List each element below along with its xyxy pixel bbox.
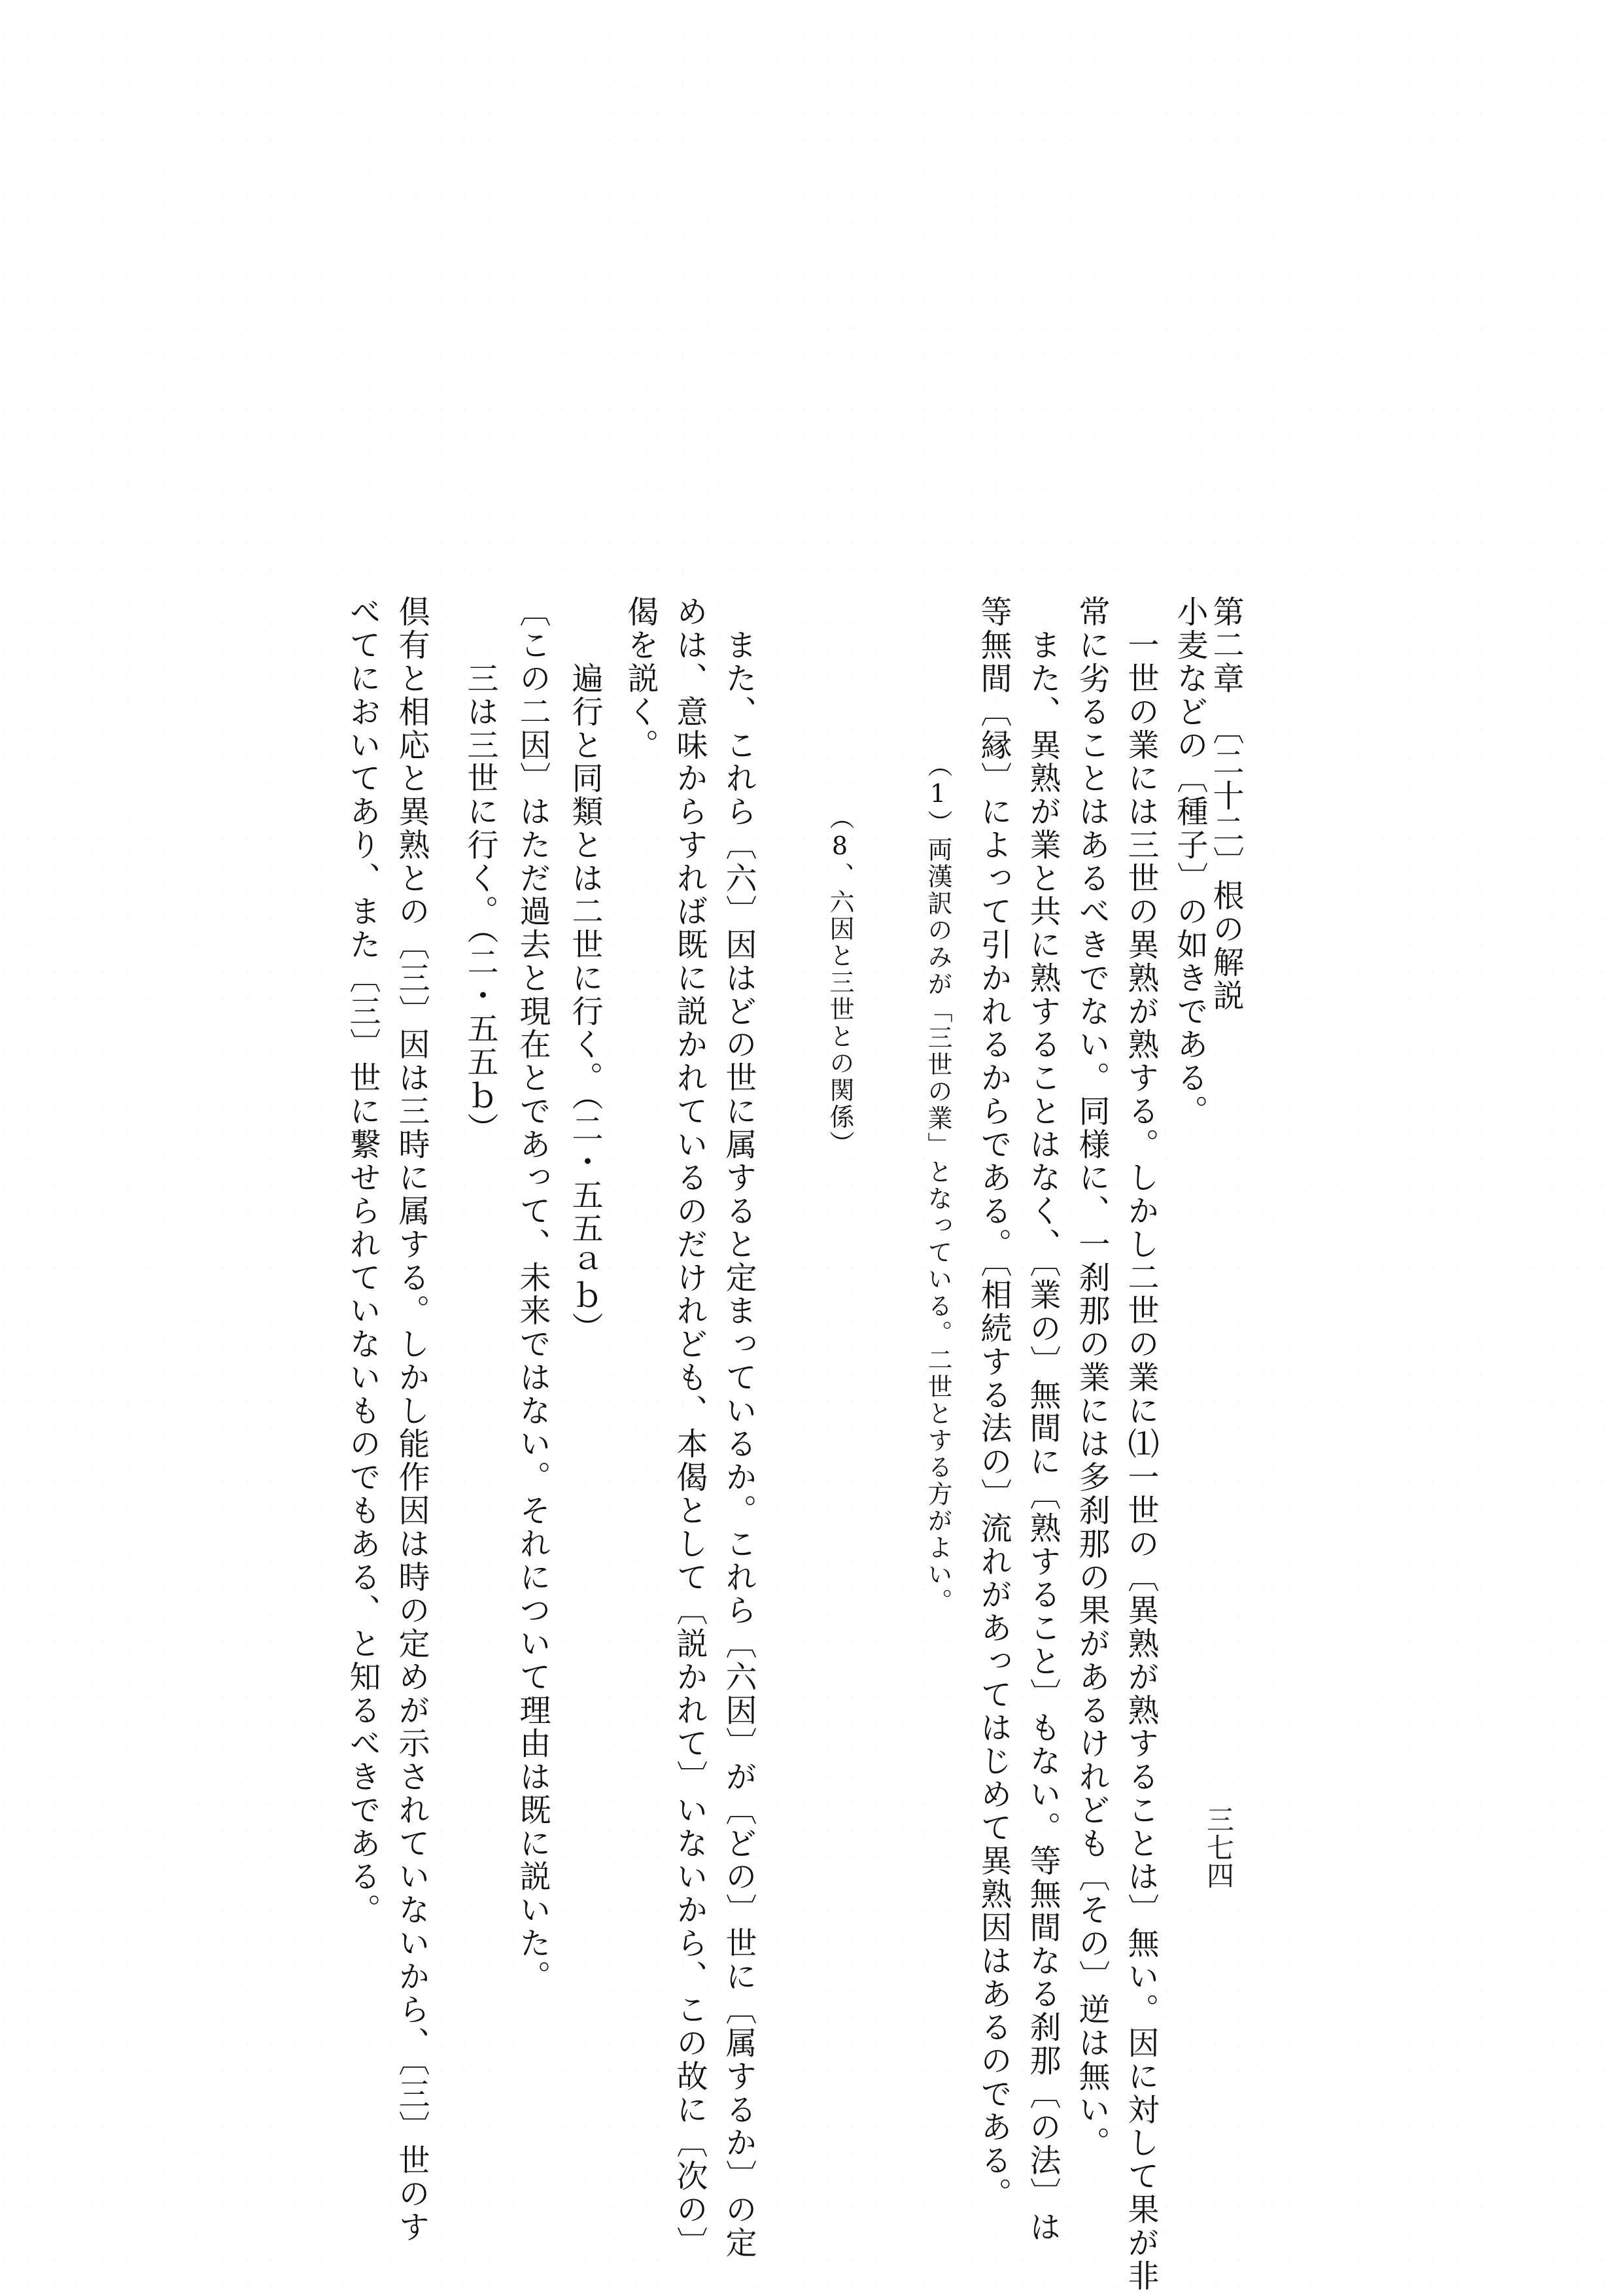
section-heading: （8、六因と三世との関係） [825, 805, 854, 1158]
text-column-9: 〔この二因〕はただ過去と現在とであって、未来ではない。それについて理由は既に説いた。 [514, 595, 551, 1993]
text-column-7: めは、意味からすれば既に説かれているのだけれども、本偈として〔説かれて〕いないから、この故に〔次の〕 [671, 595, 708, 2259]
text-column-10: 倶有と相応と異熟との〔三〕因は三時に属する。しかし能作因は時の定めが示されていないから、〔三〕世のす [393, 595, 430, 2244]
text-column-11: べてにおいてあり、また〔三〕世に繋せられていないものでもある、と知るべきである。 [344, 595, 381, 1927]
footnote-1: （1）両漢訳のみが「三世の業」となっている。二世とする方がよい。 [924, 752, 952, 1616]
page-number: 三七四 [1203, 1805, 1235, 1890]
verse-line-1: 遍行と同類とは二世に行く。（二・五五ａｂ） [566, 595, 603, 1346]
text-column-6: また、これら〔六〕因はどの世に属すると定まっているか。これら〔六因〕が〔どの〕世に〔属するか〕の定 [720, 595, 757, 2259]
text-column-8: 偈を説く。 [622, 595, 659, 762]
running-header: 第二章 〔二十二〕根の解説 [1207, 595, 1244, 1013]
text-column-5: 等無間〔縁〕によって引かれるからである。〔相続する法の〕流れがあってはじめて異熟因はあるのである。 [975, 595, 1012, 2211]
verse-line-2: 三は三世に行く。（二・五五ｂ） [462, 595, 498, 1145]
text-column-4: また、異熟が業と共に熟することはなく、〔業の〕無間に〔熟すること〕もない。等無間なる刹那〔の法〕は [1024, 595, 1061, 2244]
text-column-1: 小麦などの〔種子〕の如きである。 [1171, 595, 1208, 1128]
text-column-2: 一世の業には三世の異熟が熟する。しかし二世の業に⑴一世の〔異熟が熟することは〕無い。因に対して果が非 [1122, 595, 1159, 2293]
text-column-3: 常に劣ることはあるべきでない。同様に、一刹那の業には多刹那の果があるけれども〔その〕逆は無い。 [1073, 595, 1110, 2160]
